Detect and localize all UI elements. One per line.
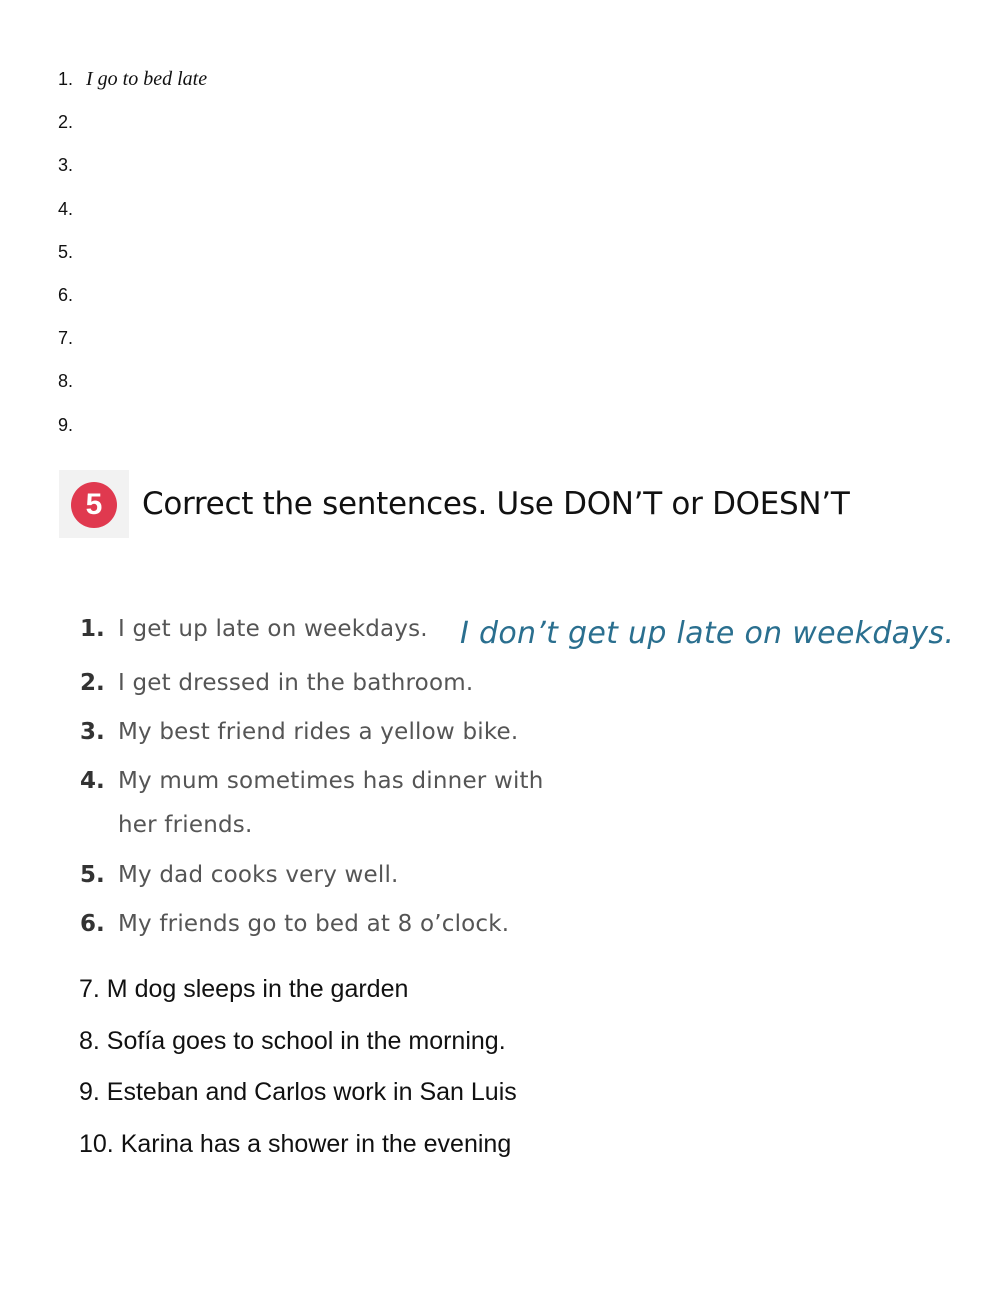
list-item	[58, 144, 658, 187]
list-item	[58, 317, 658, 360]
list-item	[58, 101, 658, 144]
sentence-row: 8. Sofía goes to school in the morning.	[79, 1026, 506, 1055]
sentence-text: My dad cooks very well.	[118, 862, 399, 888]
item-number: 4.	[58, 198, 74, 219]
sentence-number: 1.	[80, 616, 105, 642]
example-answer: I don’t get up late on weekdays.	[460, 616, 955, 651]
item-number: 2.	[58, 112, 74, 133]
sentence-number: 2.	[80, 670, 105, 696]
sentence-text: I get dressed in the bathroom.	[118, 670, 474, 696]
list-item	[58, 188, 658, 231]
item-number: 1.	[58, 69, 74, 90]
item-number: 7.	[58, 328, 74, 349]
sentence-row: 7. M dog sleeps in the garden	[79, 975, 409, 1003]
list-item	[58, 360, 658, 403]
item-number: 3.	[58, 155, 74, 176]
exercise-number-badge: 5	[71, 482, 117, 528]
sentence-row	[80, 768, 544, 794]
sentence-number: 4.	[80, 768, 105, 794]
sentence-number: 6.	[80, 911, 105, 937]
additional-sentences	[79, 975, 939, 1181]
exercise-title: Correct the sentences. Use DON’T or DOESN’T	[142, 486, 850, 522]
sentence-number: 5.	[80, 862, 105, 888]
list-item	[58, 231, 658, 274]
sentence-text: I get up late on weekdays.	[118, 616, 428, 642]
sentence-text: My mum sometimes has dinner with	[118, 768, 544, 794]
sentence-text: My friends go to bed at 8 o’clock.	[118, 911, 510, 937]
sentence-number: 3.	[80, 719, 105, 745]
list-item	[58, 404, 658, 447]
item-number: 8.	[58, 371, 74, 392]
exercise-header	[59, 470, 959, 538]
exercise-badge-box	[59, 470, 129, 538]
answer-list	[58, 58, 658, 447]
item-number: 5.	[58, 241, 74, 262]
sentence-row	[80, 812, 252, 838]
list-item	[58, 274, 658, 317]
sentence-row: 10. Karina has a shower in the evening	[79, 1129, 512, 1158]
sentence-row: 9. Esteban and Carlos work in San Luis	[79, 1078, 517, 1106]
sentence-row	[80, 862, 399, 888]
sentence-row	[80, 616, 428, 642]
sentence-row	[80, 670, 473, 696]
sentence-text: her friends.	[118, 812, 253, 838]
sentence-text: My best friend rides a yellow bike.	[118, 719, 519, 745]
item-number: 9.	[58, 414, 74, 435]
sentence-row	[80, 911, 509, 937]
item-number: 6.	[58, 285, 74, 306]
sentence-row	[80, 719, 518, 745]
list-item	[58, 58, 658, 101]
item-answer: I go to bed late	[86, 68, 208, 91]
